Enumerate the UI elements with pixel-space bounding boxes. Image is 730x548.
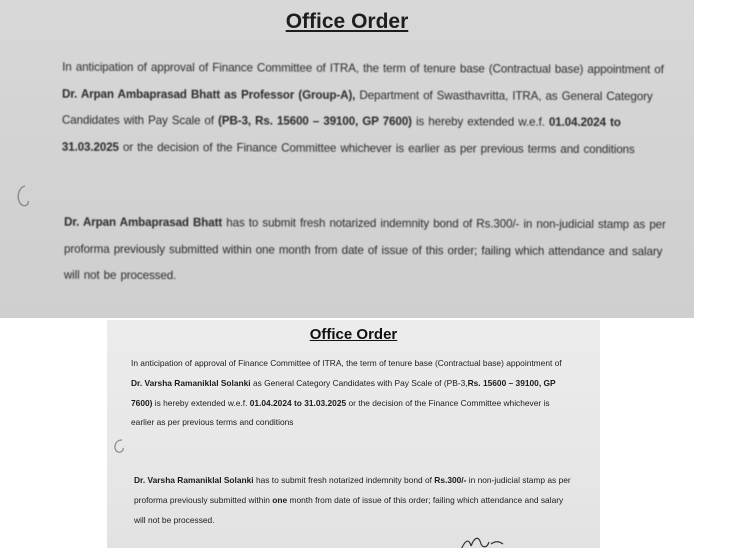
- paragraph-text: In anticipation of approval of Finance Committee of ITRA, the term of tenure base (Contractual base) appointment of: [62, 60, 664, 77]
- paragraph-text: or the decision of the Finance Committee whichever is earlier as per previous terms and conditions: [131, 397, 550, 428]
- signature-scribble-icon: [457, 532, 517, 548]
- paragraph-text: In anticipation of approval of Finance Committee of ITRA, the term of tenure base (Contractual base) appointment of: [131, 358, 562, 368]
- order-paragraph-1: [62, 55, 670, 164]
- order-paragraph-1: [131, 354, 571, 433]
- appointee-name: Dr. Arpan Ambaprasad Bhatt as Professor (Group-A),: [62, 87, 356, 102]
- date-separator: to: [291, 397, 305, 408]
- scanned-order-bottom: [107, 320, 600, 548]
- paragraph-text: or the decision of the Finance Committee whichever is earlier as per previous terms and conditions: [118, 140, 635, 156]
- paragraph-text: has to submit fresh notarized indemnity bond of: [253, 475, 435, 485]
- order-title: Office Order: [285, 10, 409, 33]
- time-period: one: [272, 494, 288, 505]
- pay-scale: (PB-3, Rs. 15600 – 39100, GP 7600): [218, 114, 412, 129]
- end-date: 31.03.2025: [304, 397, 347, 408]
- paragraph-text: Department of Swasthavritta, ITRA, as General Category Candidates with Pay Scale of: [61, 88, 653, 128]
- appointee-name: Dr. Arpan Ambaprasad Bhatt: [64, 215, 223, 230]
- paragraph-text: is hereby extended w.e.f.: [152, 397, 250, 408]
- hole-punch-mark-icon: [13, 183, 33, 209]
- order-paragraph-2: [64, 210, 670, 292]
- pay-scale: Rs. 15600 – 39100, GP 7600): [131, 377, 556, 408]
- order-title: Office Order: [309, 326, 398, 343]
- bond-amount: Rs.300/-: [434, 475, 467, 485]
- paragraph-text: has to submit fresh notarized indemnity bond of Rs.300/- in non-judicial stamp as per proforma previously submitted within one month from date of issue of this order; failing which attendance and salary will not be processed.: [63, 216, 666, 283]
- appointee-name: Dr. Varsha Ramaniklal Solanki: [131, 377, 251, 388]
- paragraph-text: as General Category Candidates with Pay Scale of (PB-3,: [250, 377, 468, 388]
- order-paragraph-2: [134, 471, 574, 530]
- extension-dates: 01.04.2024 to 31.03.2025: [61, 115, 621, 154]
- appointee-name: Dr. Varsha Ramaniklal Solanki: [134, 475, 254, 485]
- paragraph-text: in non-judicial stamp as per proforma previously submitted within: [134, 475, 571, 505]
- paragraph-text: month from date of issue of this order; failing which attendance and salary will not be processed.: [134, 494, 564, 525]
- hole-punch-mark-icon: [111, 438, 127, 454]
- paragraph-text: is hereby extended w.e.f.: [411, 115, 549, 129]
- start-date: 01.04.2024: [249, 397, 292, 408]
